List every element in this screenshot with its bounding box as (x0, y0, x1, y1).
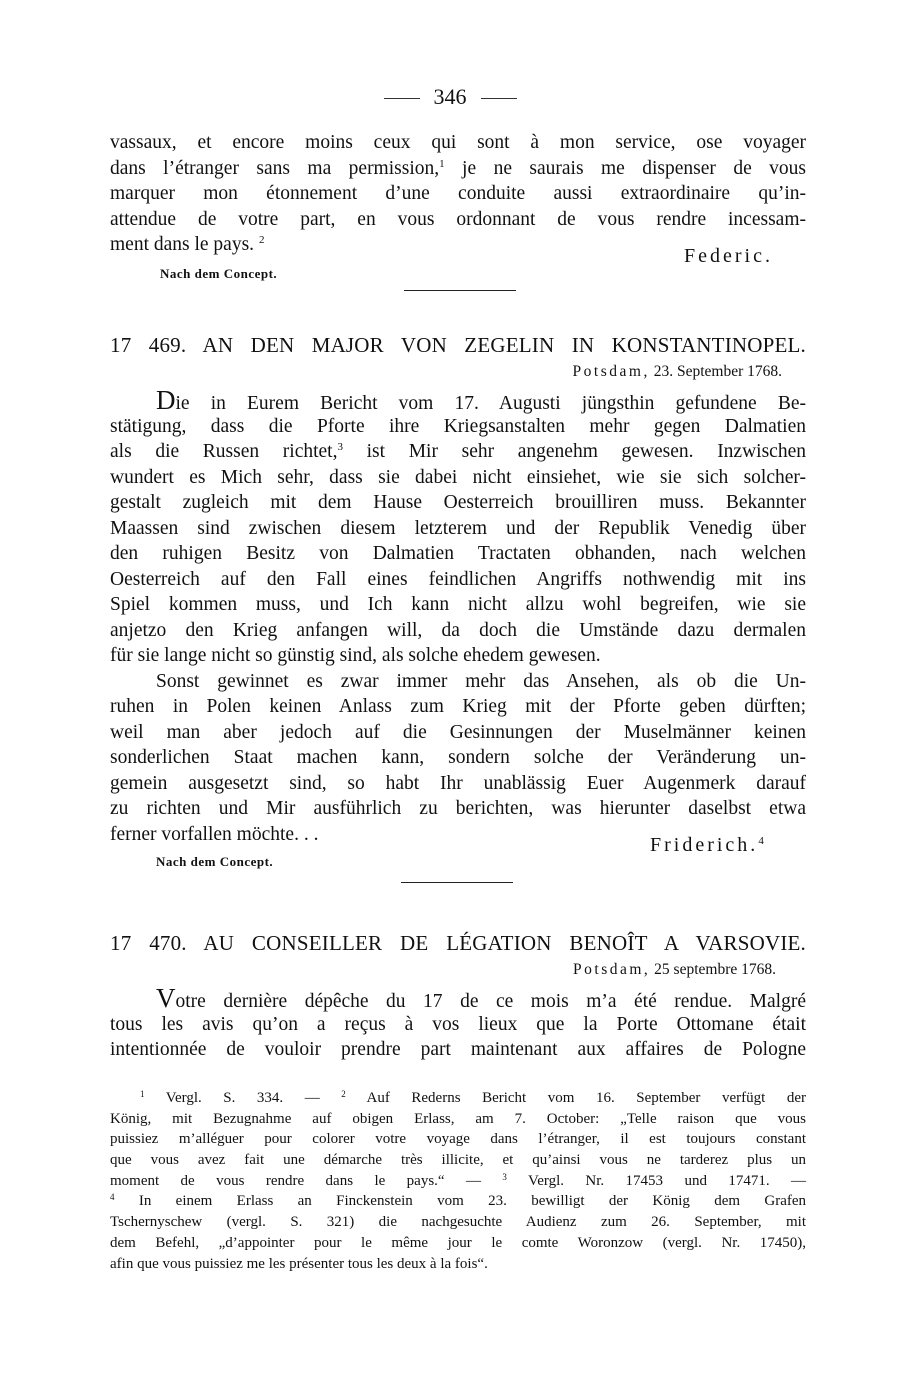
text-line: marquer mon étonnement d’une conduite aussi extraordinaire qu’in- (110, 183, 806, 204)
footnote-ref: 2 (258, 234, 265, 246)
footnote-mark: 1 (140, 1089, 145, 1099)
text-line: Oesterreich auf den Fall eines feindlichen Angriffs nothwendig mit ins (110, 568, 806, 590)
page-number: 346 (433, 84, 467, 109)
footnote-text: In einem Erlass an Finckenstein vom 23. bewilligt der König dem Grafen (138, 1193, 807, 1210)
text-line (110, 156, 806, 182)
signature (650, 834, 767, 857)
footnote-line (110, 1191, 806, 1212)
text-span: ment dans le pays. (110, 234, 255, 255)
dateline-place: Potsdam, (572, 363, 650, 380)
letter-heading: 17 470. AU CONSEILLER DE LÉGATION BENOÎT A VARSOVIE. (110, 931, 806, 955)
text-line: ferner vorfallen möchte. . . (110, 823, 319, 845)
footnotes (110, 1088, 806, 1274)
footnote-text: Vergl. Nr. 17453 und 17471. — (528, 1172, 806, 1189)
page-number-line (0, 84, 900, 110)
footnote-text: Auf Rederns Bericht vom 16. September verfügt der (366, 1090, 806, 1106)
text-line: für sie lange nicht so günstig sind, als solche ehedem gewesen. (110, 645, 601, 666)
letter-body (110, 983, 806, 1063)
text-line (110, 439, 806, 465)
footnote-text: Vergl. S. 334. — (165, 1090, 320, 1106)
section-divider (401, 882, 513, 883)
text-line: den ruhigen Besitz von Dalmatien Tractaten obhanden, nach welchen (110, 543, 806, 564)
text-span: als die Russen richtet, (110, 441, 338, 462)
text-span: dans l’étranger sans ma permission, (110, 157, 440, 179)
text-line: stätigung, dass die Pforte ihre Kriegsanstalten mehr gegen Dalmatien (110, 415, 806, 437)
text-span: ist Mir sehr angenehm gewesen. Inzwischen (342, 441, 806, 462)
text-span: je ne saurais me dispenser de vous (444, 157, 806, 179)
text-line: wundert es Mich sehr, dass sie dabei nicht einsiehet, wie sie sich solcher- (110, 466, 806, 488)
footnote-mark: 3 (502, 1171, 507, 1182)
dateline-date: 25 septembre 1768. (654, 961, 776, 978)
text-line: gestalt zugleich mit dem Hause Oesterreich brouilliren muss. Bekannter (110, 492, 806, 513)
footnote-line: dem Befehl, „d’appointer pour le même jour le comte Woronzow (vergl. Nr. 17450), (110, 1234, 806, 1251)
source-note: Nach dem Concept. (156, 854, 274, 869)
text-line (110, 983, 806, 1013)
signature: Federic. (684, 245, 773, 267)
section-divider (404, 290, 516, 291)
text-line: vassaux, et encore moins ceux qui sont à mon service, ose voyager (110, 132, 806, 153)
footnote-line: König, mit Bezugnahme auf obigen Erlass, am 7. October: „Telle raison que vous (110, 1110, 806, 1127)
text-line: anjetzo den Krieg anfangen will, da doch die Umstände dazu dermalen (110, 619, 806, 641)
text-line: gemein ausgesetzt sind, so habt Ihr unablässig Euer Augenmerk darauf (110, 772, 806, 794)
dateline-date: 23. September 1768. (653, 363, 782, 380)
text-line: attendue de votre part, en vous ordonnant de vous rendre incessam- (110, 208, 806, 230)
text-line: sonderlichen Staat machen kann, sondern solche der Veränderung un- (110, 747, 806, 768)
text-line: ruhen in Polen keinen Anlass zum Krieg mit der Pforte geben dürften; (110, 696, 806, 717)
letter-continuation-text (110, 130, 806, 258)
text-span: otre dernière dépêche du 17 de ce mois m’a été rendue. Malgré (175, 991, 806, 1012)
footnote-line: que vous avez fait une démarche très illicite, et qu’ainsi vous ne tarderez plus un (110, 1152, 806, 1169)
footnote-line: afin que vous puissiez me les présenter tous les deux à la fois“. (110, 1255, 488, 1272)
dateline (573, 362, 782, 382)
text-span: ie in Eurem Bericht vom 17. Augusti jüngsthin gefundene Be- (175, 393, 806, 414)
footnote-mark: 2 (341, 1089, 346, 1099)
footnote-line: Tschernyschew (vergl. S. 321) die nachgesuchte Audienz zum 26. September, mit (110, 1214, 806, 1231)
signature-text: Friderich. (650, 834, 759, 856)
initial-letter: D (156, 385, 176, 415)
dateline (573, 960, 776, 980)
footnote-ref: 3 (337, 441, 343, 453)
footnote-ref: 1 (439, 157, 445, 170)
footnote-line (110, 1171, 806, 1192)
footnote-text: moment de vous rendre dans le pays.“ — (110, 1172, 481, 1189)
footnote-line: puissiez m’alléguer pour colorer votre voyage dans l’étranger, il est toujours constant (110, 1131, 806, 1148)
source-note: Nach dem Concept. (160, 266, 278, 281)
text-line: Maassen sind zwischen diesem letzterem und der Republik Venedig über (110, 517, 806, 539)
text-line: intentionnée de vouloir prendre part maintenant aux affaires de Pologne (110, 1039, 806, 1060)
text-line: tous les avis qu’on a reçus à vos lieux que la Porte Ottomane était (110, 1013, 806, 1035)
footnote-mark: 4 (110, 1192, 115, 1203)
footnote-line (110, 1088, 806, 1109)
dateline-place: Potsdam, (573, 961, 651, 978)
page-number-dash-right (481, 98, 517, 99)
text-line: zu richten und Mir ausführlich zu berichten, was hierunter daselbst etwa (110, 798, 806, 819)
text-line: Sonst gewinnet es zwar immer mehr das Ansehen, als ob die Un- (156, 670, 806, 692)
text-line: weil man aber jedoch auf die Gesinnungen der Muselmänner keinen (110, 721, 806, 743)
initial-letter: V (156, 983, 176, 1013)
letter-heading: 17 469. AN DEN MAJOR VON ZEGELIN IN KONSTANTINOPEL. (110, 333, 806, 357)
page-number-dash-left (384, 98, 420, 99)
letter-body (110, 385, 806, 847)
footnote-ref: 4 (758, 835, 767, 847)
text-line (110, 385, 806, 415)
text-line: Spiel kommen muss, und Ich kann nicht allzu wohl begreifen, wie sie (110, 594, 806, 615)
